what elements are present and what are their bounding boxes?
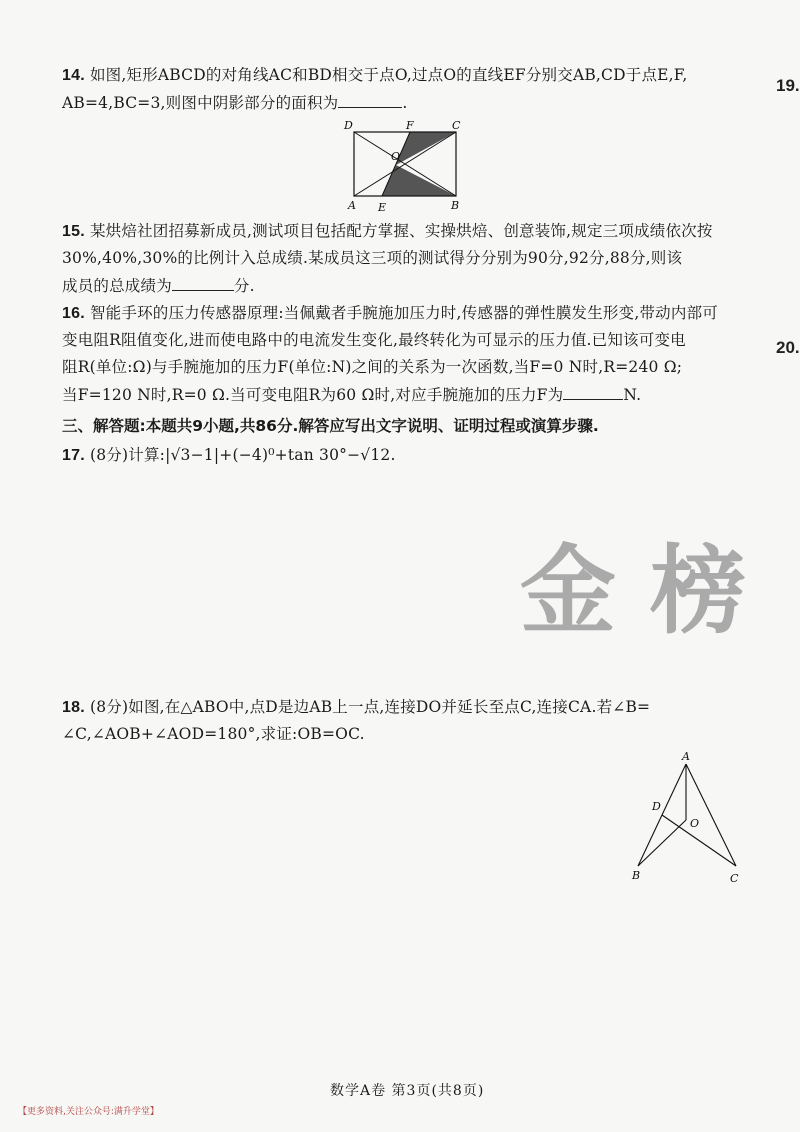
question-15: 15. 某烘焙社团招募新成员,测试项目包括配方掌握、实操烘焙、创意装饰,规定三项成绩依次按 30%,40%,30%的比例计入总成绩.某成员这三项的测试得分分别为90分,92分,88分,则该 成员的总成绩为 分. <box>62 222 713 295</box>
label-o: O <box>690 817 700 830</box>
question-14: 14. 如图,矩形ABCD的对角线AC和BD相交于点O,过点O的直线EF分别交AB,CD于点E,F, AB=4,BC=3,则图中阴影部分的面积为 . <box>62 66 688 112</box>
section-heading: 三、解答题:本题共9小题,共86分.解答应写出文字说明、证明过程或演算步骤. <box>62 417 599 435</box>
page-footer: 数学A卷 第3页(共8页) <box>330 1083 485 1099</box>
question-text: 如图,矩形ABCD的对角线AC和BD相交于点O,过点O的直线EF分别交AB,CD于点E,F, <box>89 66 688 84</box>
question-text: AB=4,BC=3,则图中阴影部分的面积为 <box>62 94 339 112</box>
question-text: 阻R(单位:Ω)与手腕施加的压力F(单位:N)之间的关系为一次函数,当F=0 N时,R=240 Ω; <box>62 358 683 376</box>
side-question-number-20: 20. <box>776 338 800 357</box>
rectangle-diagram <box>340 118 470 214</box>
question-text: 某烘焙社团招募新成员,测试项目包括配方掌握、实操烘焙、创意装饰,规定三项成绩依次按 <box>89 222 713 240</box>
question-text: 当F=120 N时,R=0 Ω.当可变电阻R为60 Ω时,对应手腕施加的压力F为 <box>62 386 564 404</box>
question-text: 30%,40%,30%的比例计入总成绩.某成员这三项的测试得分分别为90分,92分,88分,则该 <box>62 249 683 267</box>
label-o: O <box>391 150 401 163</box>
question-number: 16. <box>62 305 85 322</box>
label-a: A <box>348 199 356 212</box>
question-text: 变电阻R阻值变化,进而使电路中的电流发生变化,最终转化为可显示的压力值.已知该可变电 <box>62 331 686 349</box>
question-number: 14. <box>62 67 85 84</box>
label-b: B <box>632 869 641 882</box>
shaded-region-top <box>396 132 456 165</box>
answer-blank <box>338 89 402 108</box>
question-17 <box>62 442 396 469</box>
triangle-diagram <box>620 748 750 888</box>
side-ac <box>686 764 736 866</box>
question-18 <box>62 694 772 748</box>
label-d: D <box>652 800 661 813</box>
label-b: B <box>451 199 460 212</box>
question-number: 18. <box>62 699 85 716</box>
watermark: 金榜 <box>520 534 780 647</box>
question-text: (8分)计算:|√3−1|+(−4)⁰+tan 30°−√12. <box>89 446 396 464</box>
question-16: 16. 智能手环的压力传感器原理:当佩戴者手腕施加压力时,传感器的弹性膜发生形变,带动内部可 变电阻R阻值变化,进而使电路中的电流发生变化,最终转化为可显示的压力值.已知该可变电 阻R(单位:Ω)与手腕施加的压力F(单位:N)之间的关系为一次函数,当F=0 N时,R=240 Ω; 当F=120 N时,R=0 Ω.当可变电阻R为60 Ω时,对应手腕施加的压力F为 N. <box>62 304 718 404</box>
label-a: A <box>682 750 690 763</box>
answer-blank <box>172 272 234 291</box>
label-e: E <box>378 201 387 214</box>
question-text: ∠C,∠AOB+∠AOD=180°,求证:OB=OC. <box>62 725 365 743</box>
label-c: C <box>730 872 739 885</box>
question-text: 智能手环的压力传感器原理:当佩戴者手腕施加压力时,传感器的弹性膜发生形变,带动内部可 <box>89 304 718 322</box>
question-number: 17. <box>62 447 85 464</box>
side-question-number-19: 19. <box>776 76 800 95</box>
label-f: F <box>406 119 414 132</box>
question-number: 15. <box>62 223 85 240</box>
corner-note: 【更多资料,关注公众号:满升学堂】 <box>18 1107 159 1117</box>
label-d: D <box>344 119 353 132</box>
label-c: C <box>452 119 461 132</box>
question-text: 成员的总成绩为 <box>62 277 172 295</box>
answer-blank <box>563 381 623 400</box>
question-text: (8分)如图,在△ABO中,点D是边AB上一点,连接DO并延长至点C,连接CA.若∠B= <box>89 698 651 716</box>
